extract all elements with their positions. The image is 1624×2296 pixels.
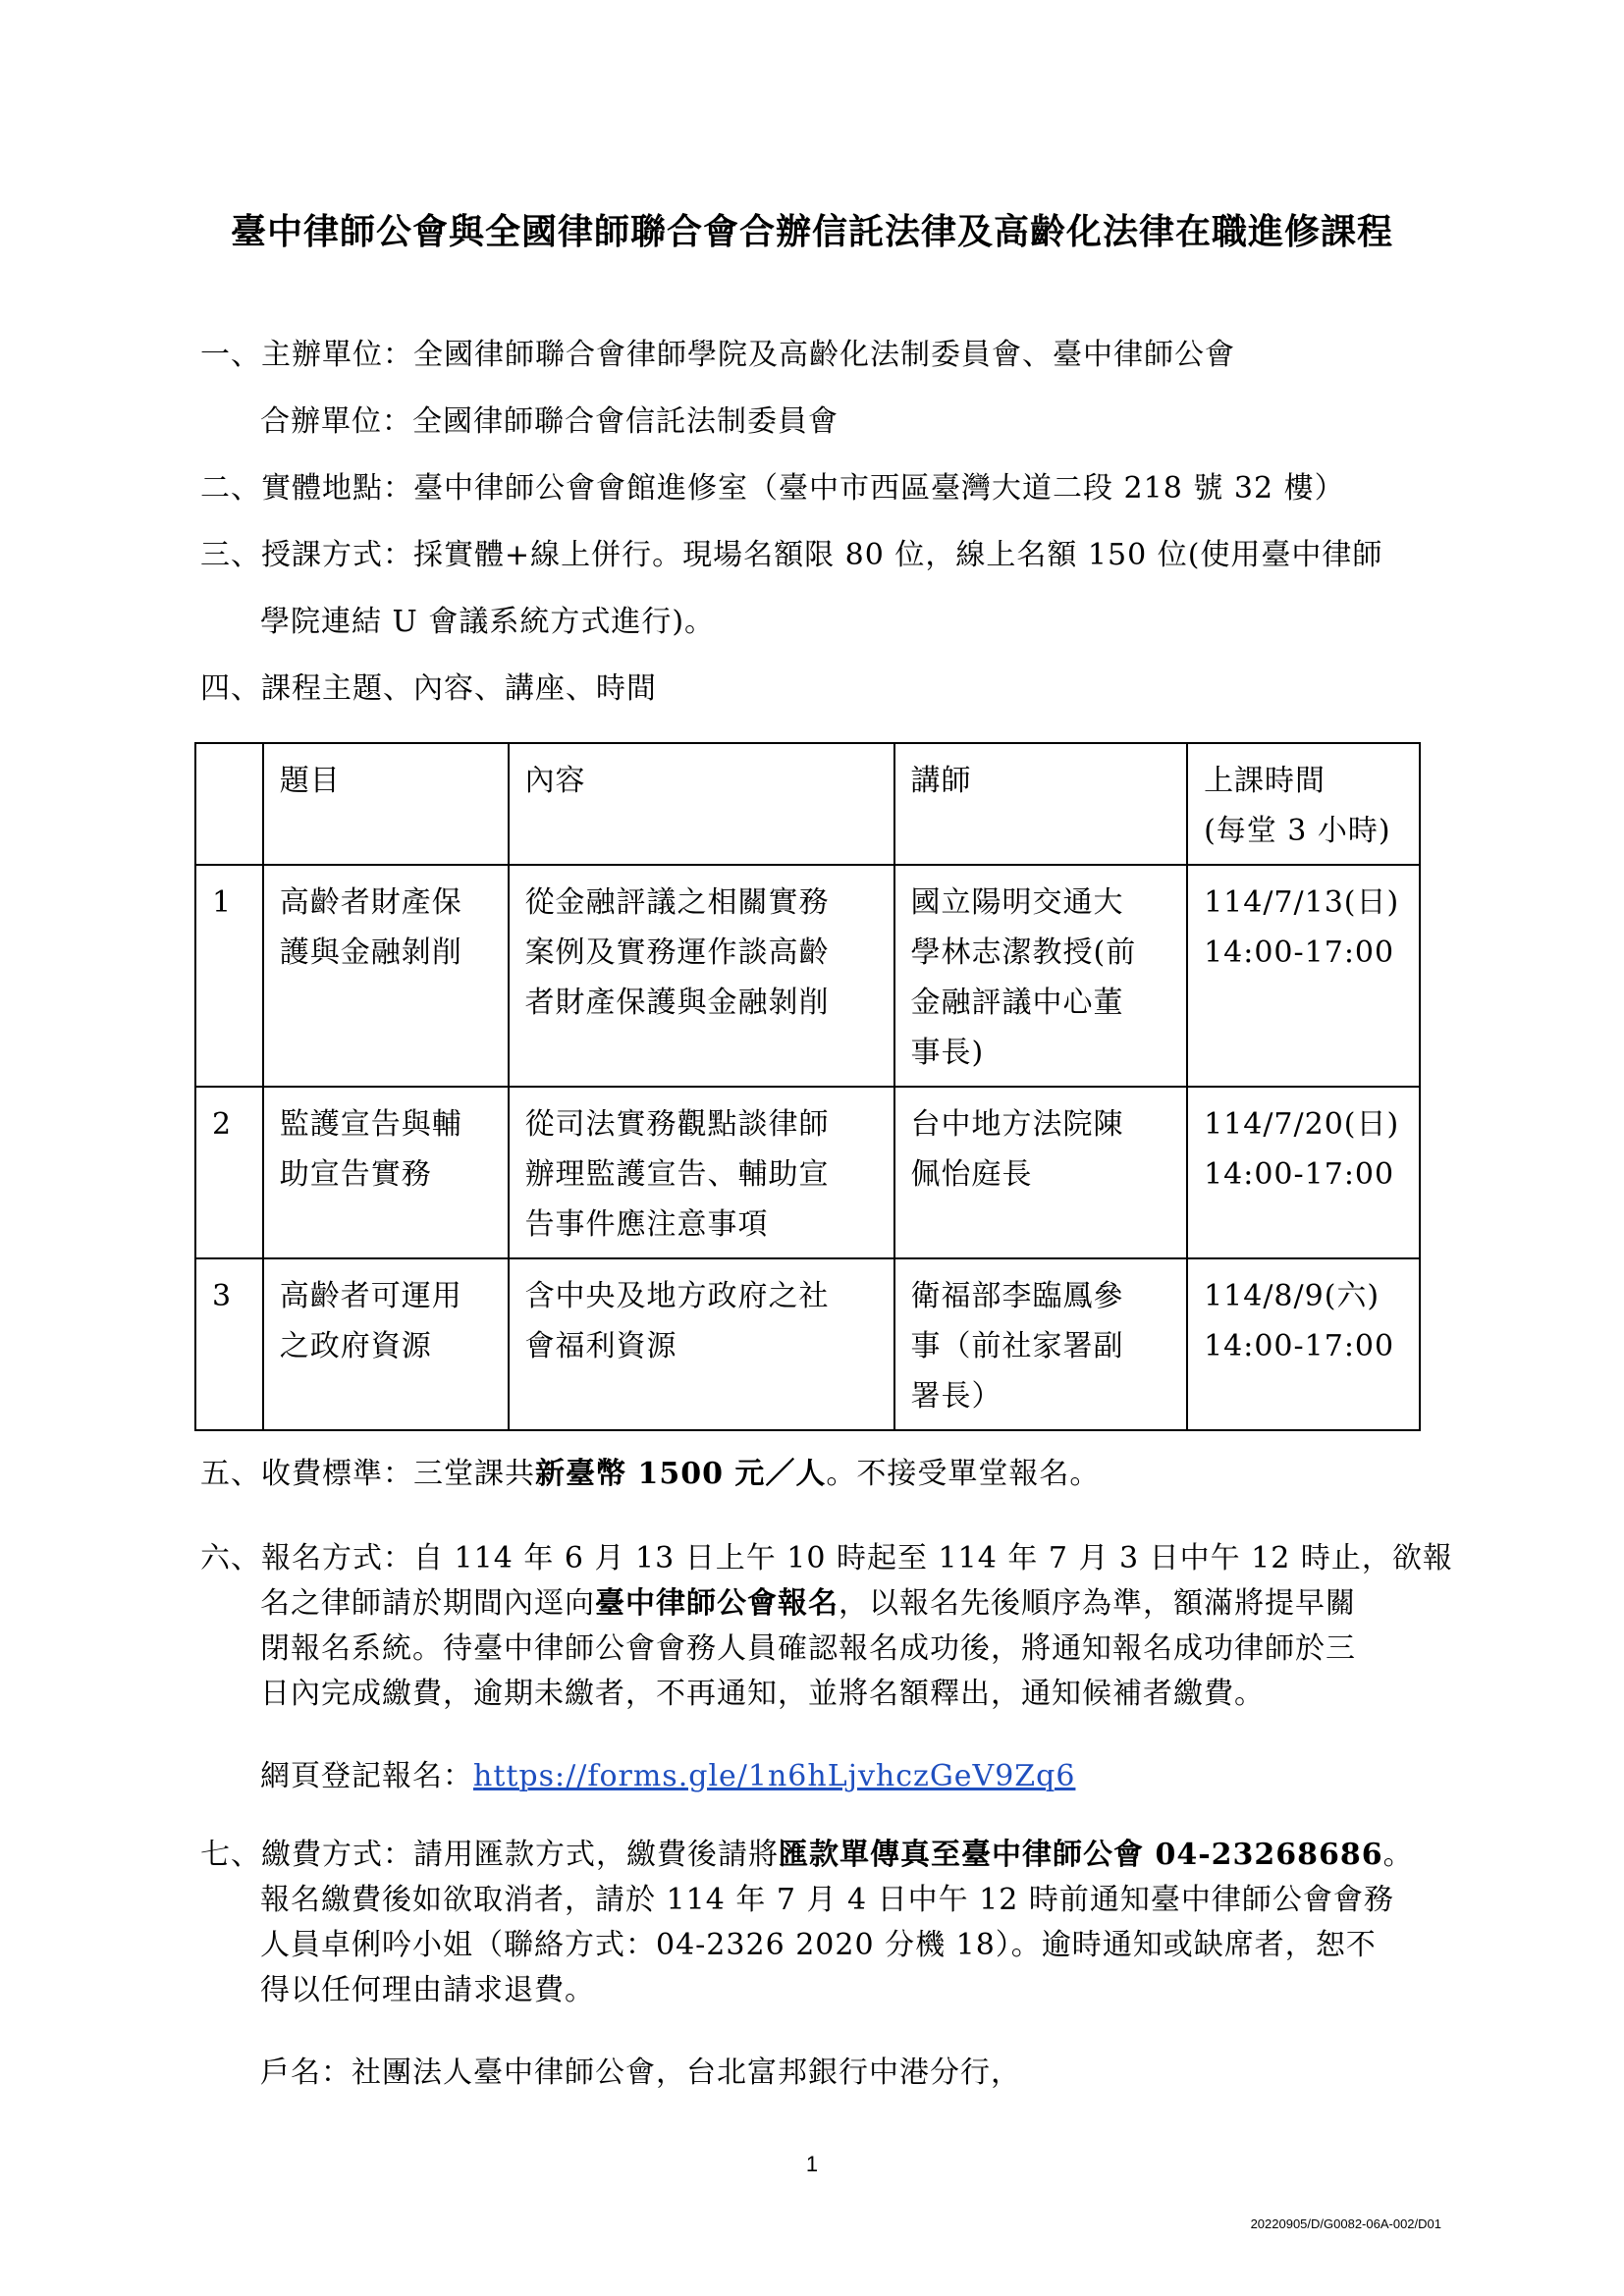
cell-line: 從司法實務觀點談律師: [524, 1107, 830, 1142]
payment-line-3: 人員卓俐吟小姐（聯絡方式：04-2326 2020 分機 18）。逾時通知或缺席者，恕不: [260, 1928, 1377, 1962]
web-registration-label: 網頁登記報名：: [260, 1759, 473, 1793]
cell-line: 14:00-17:00: [1204, 935, 1395, 970]
cell-line: 事長): [910, 1036, 985, 1070]
cell-line: 護與金融剝削: [279, 935, 462, 970]
table-row: [195, 865, 1420, 1087]
account-line: 戶名：社團法人臺中律師公會，台北富邦銀行中港分行，: [260, 2056, 1021, 2090]
cell-line: 衛福部李臨鳳參: [910, 1279, 1124, 1313]
table-row: [195, 1087, 1420, 1258]
registration-link[interactable]: https://forms.gle/1n6hLjvhczGeV9Zq6: [473, 1759, 1076, 1793]
teaching-method-line-2: 學院連結 U 會議系統方式進行)。: [260, 605, 716, 639]
venue-line: 二、實體地點：臺中律師公會會館進修室（臺中市西區臺灣大道二段 218 號 32 樓）: [200, 471, 1345, 506]
row-topic: [263, 1087, 509, 1258]
row-content: [509, 865, 894, 1087]
cell-line: 佩怡庭長: [910, 1157, 1033, 1192]
registration-target: 臺中律師公會報名: [595, 1586, 839, 1621]
cell-line: 金融評議中心董: [910, 986, 1124, 1020]
row-content: [509, 1087, 894, 1258]
header-time: [1187, 743, 1420, 865]
registration-line-2: [260, 1582, 1356, 1626]
registration-line-2-post: ，以報名先後順序為準，額滿將提早關: [839, 1586, 1356, 1621]
payment-line-1: [200, 1834, 1414, 1877]
cell-line: 114/7/13(日): [1204, 885, 1400, 920]
row-number: 1: [195, 865, 263, 1087]
cell-line: 會福利資源: [524, 1329, 677, 1363]
course-table: [194, 742, 1421, 1431]
fee-amount: 新臺幣 1500 元／人: [535, 1457, 827, 1491]
header-time-line-1: 上課時間: [1204, 764, 1326, 798]
fee-suffix: 。不接受單堂報名。: [826, 1457, 1101, 1491]
document-code: 20220905/D/G0082-06A-002/D01: [1250, 2216, 1441, 2231]
registration-line-4: 日內完成繳費，逾期未繳者，不再通知，並將名額釋出，通知候補者繳費。: [260, 1677, 1265, 1711]
row-number: 2: [195, 1087, 263, 1258]
cell-line: 辦理監護宣告、輔助宣: [524, 1157, 830, 1192]
table-header-row: [195, 743, 1420, 865]
row-lecturer: [894, 1087, 1188, 1258]
page-title: 臺中律師公會與全國律師聯合會合辦信託法律及高齡化法律在職進修課程: [230, 212, 1393, 252]
cell-line: 從金融評議之相關實務: [524, 885, 830, 920]
cell-line: 之政府資源: [279, 1329, 432, 1363]
payment-fax-instruction: 匯款單傳真至臺中律師公會 04-23268686: [779, 1838, 1383, 1872]
row-time: [1187, 1258, 1420, 1430]
header-lecturer: 講師: [894, 743, 1188, 865]
cell-line: 助宣告實務: [279, 1157, 432, 1192]
web-registration-line: [260, 1755, 1075, 1798]
row-number: 3: [195, 1258, 263, 1430]
cell-line: 者財產保護與金融剝削: [524, 986, 830, 1020]
row-lecturer: [894, 865, 1188, 1087]
payment-line-4: 得以任何理由請求退費。: [260, 1973, 595, 2007]
cell-line: 114/7/20(日): [1204, 1107, 1400, 1142]
row-time: [1187, 865, 1420, 1087]
registration-line-3: 閉報名系統。待臺中律師公會會務人員確認報名成功後，將通知報名成功律師於三: [260, 1631, 1356, 1666]
page-number: 1: [805, 2152, 819, 2176]
registration-line-2-pre: 名之律師請於期間內逕向: [260, 1586, 595, 1621]
cell-line: 告事件應注意事項: [524, 1207, 769, 1242]
payment-line-1-post: 。: [1382, 1838, 1414, 1872]
co-organizer-line: 合辦單位：全國律師聯合會信託法制委員會: [260, 404, 839, 439]
payment-line-2: 報名繳費後如欲取消者，請於 114 年 7 月 4 日中午 12 時前通知臺中律師公會會務: [260, 1883, 1394, 1917]
row-lecturer: [894, 1258, 1188, 1430]
table-row: [195, 1258, 1420, 1430]
registration-line-1: 六、報名方式：自 114 年 6 月 13 日上午 10 時起至 114 年 7 月 3 日中午 12 時止，欲報: [200, 1541, 1453, 1575]
cell-line: 監護宣告與輔: [279, 1107, 462, 1142]
header-topic: 題目: [263, 743, 509, 865]
cell-line: 14:00-17:00: [1204, 1329, 1395, 1363]
cell-line: 事（前社家署副: [910, 1329, 1124, 1363]
cell-line: 14:00-17:00: [1204, 1157, 1395, 1192]
fee-line: [200, 1453, 1100, 1496]
cell-line: 學林志潔教授(前: [910, 935, 1137, 970]
cell-line: 案例及實務運作談高齡: [524, 935, 830, 970]
organizer-line: 一、主辦單位：全國律師聯合會律師學院及高齡化法制委員會、臺中律師公會: [200, 338, 1235, 372]
cell-line: 高齡者財產保: [279, 885, 462, 920]
cell-line: 含中央及地方政府之社: [524, 1279, 830, 1313]
cell-line: 國立陽明交通大: [910, 885, 1124, 920]
row-content: [509, 1258, 894, 1430]
course-heading: 四、課程主題、內容、講座、時間: [200, 671, 657, 706]
row-time: [1187, 1087, 1420, 1258]
row-topic: [263, 865, 509, 1087]
fee-prefix: 五、收費標準：三堂課共: [200, 1457, 535, 1491]
cell-line: 高齡者可運用: [279, 1279, 462, 1313]
header-content: 內容: [509, 743, 894, 865]
cell-line: 114/8/9(六): [1204, 1279, 1380, 1313]
header-no-cell: [195, 743, 263, 865]
header-time-line-2: (每堂 3 小時): [1204, 814, 1391, 848]
cell-line: 台中地方法院陳: [910, 1107, 1124, 1142]
payment-line-1-pre: 七、繳費方式：請用匯款方式，繳費後請將: [200, 1838, 779, 1872]
teaching-method-line-1: 三、授課方式：採實體+線上併行。現場名額限 80 位，線上名額 150 位(使用臺中律師: [200, 538, 1383, 572]
row-topic: [263, 1258, 509, 1430]
cell-line: 署長）: [910, 1379, 1002, 1414]
